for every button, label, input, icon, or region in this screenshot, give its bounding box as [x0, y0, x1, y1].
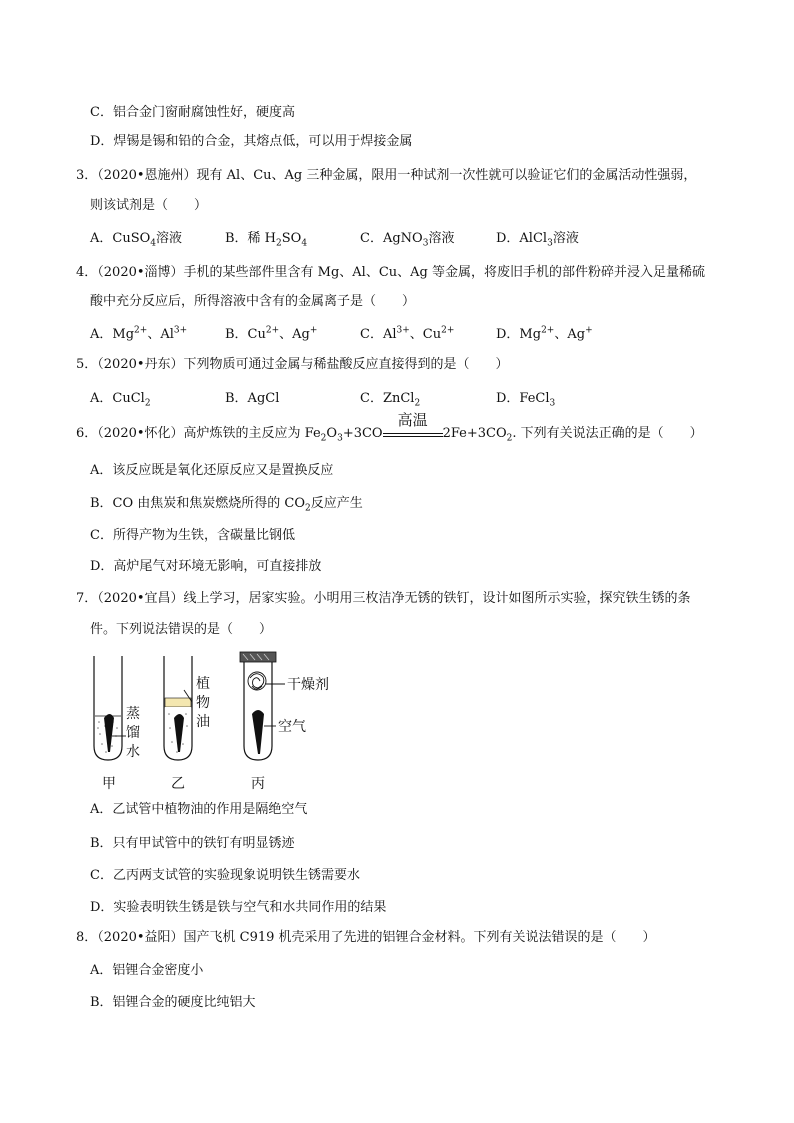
reaction-condition-sign [383, 411, 443, 444]
q4-option-d: D．$Mg^{2+}$、Ag+ [496, 325, 593, 342]
desiccant-cotton [248, 672, 266, 690]
q5-option-d: D．FeCl$_3$ [496, 391, 556, 409]
label-oil-2: 物 [196, 695, 210, 711]
q6-option-c: C．所得产物为生铁，含碳量比钢低 [90, 528, 295, 543]
q8-option-b: B．铝锂合金的硬度比纯铝大 [90, 995, 256, 1010]
q4-option-b: B．$Cu^{2+}$、Ag+ [225, 325, 318, 342]
q4-option-c: C．$Al^{3+}$、$Cu^{2+}$ [360, 325, 455, 342]
q3-stem-line1: 3．（2020•恩施州）现有 Al、Cu、Ag 三种金属，限用一种试剂一次性就可以验证它们的金属活动性强弱， [76, 168, 697, 183]
q7-option-b: B．只有甲试管中的铁钉有明显锈迹 [90, 836, 295, 851]
q7-option-d: D．实验表明铁生锈是铁与空气和水共同作用的结果 [90, 900, 387, 915]
q7-option-c: C．乙丙两支试管的实验现象说明铁生锈需要水 [90, 868, 360, 883]
q3-stem-line2: 则该试剂是（ ） [90, 198, 208, 213]
label-water-2: 馏 [126, 725, 140, 741]
q6-option-a: A．该反应既是氧化还原反应又是置换反应 [90, 463, 334, 478]
q4-stem-line1: 4．（2020•淄博）手机的某些部件里含有 Mg、Al、Cu、Ag 等金属，将废旧手机的部件粉碎并浸入足量稀硫 [76, 265, 705, 280]
q8-option-a: A．铝锂合金密度小 [90, 963, 204, 978]
tube-label-bing: 丙 [251, 776, 265, 792]
label-oil-3: 油 [196, 714, 210, 730]
q6-stem: 6．（2020•怀化）高炉炼铁的主反应为 $Fe_2O_3+3CO$ 高温 $2Fe+3CO_2$. 下列有关说法正确的是（ ） [76, 411, 703, 444]
q2-option-c: C．铝合金门窗耐腐蚀性好，硬度高 [90, 105, 295, 120]
label-oil-1: 植 [196, 676, 210, 692]
q7-stem-line2: 件。下列说法错误的是（ ） [90, 622, 273, 637]
q6-option-b: B．CO 由焦炭和焦炭燃烧所得的 $CO_2$反应产生 [90, 496, 363, 514]
label-desiccant: 干燥剂 [287, 677, 329, 693]
q7-stem-line1: 7．（2020•宜昌）线上学习，居家实验。小明用三枚洁净无锈的铁钉，设计如图所示实验，探究铁生锈的条 [76, 591, 691, 606]
q4-option-a: A．$Mg^{2+}$、$Al^{3+}$ [90, 325, 188, 342]
label-air: 空气 [278, 719, 306, 735]
reaction-condition: 高温 [397, 411, 428, 429]
rust-experiment-figure [80, 648, 360, 794]
q6-option-d: D．高炉尾气对环境无影响，可直接排放 [90, 559, 322, 574]
q3-option-a: A．CuSO$_4$溶液 [90, 231, 183, 249]
q5-option-c: C．ZnCl$_2$ [360, 391, 421, 409]
q3-option-b: B．稀 $H_2SO_4$ [225, 231, 308, 249]
tube-label-yi: 乙 [171, 776, 185, 792]
q3-option-d: D．AlCl$_3$溶液 [496, 231, 579, 249]
q5-option-b: B．AgCl [225, 391, 280, 406]
label-water-1: 蒸 [126, 706, 140, 722]
oil-layer-yi [165, 698, 191, 707]
q8-stem: 8．（2020•益阳）国产飞机 C919 机壳采用了先进的铝锂合金材料。下列有关说法错误的是（ ） [76, 930, 656, 945]
q7-option-a: A．乙试管中植物油的作用是隔绝空气 [90, 802, 308, 817]
label-water-3: 水 [126, 744, 140, 760]
q3-option-c: C．AgNO$_3$溶液 [360, 231, 455, 249]
iron-nail-bing [252, 710, 264, 754]
tube-label-jia: 甲 [102, 776, 116, 792]
q5-stem: 5．（2020•丹东）下列物质可通过金属与稀盐酸反应直接得到的是（ ） [76, 357, 509, 372]
q4-stem-line2: 酸中充分反应后，所得溶液中含有的金属离子是（ ） [90, 294, 416, 309]
q5-option-a: A．CuCl$_2$ [90, 391, 151, 409]
q2-option-d: D．焊锡是锡和铅的合金，其熔点低，可以用于焊接金属 [90, 134, 413, 149]
